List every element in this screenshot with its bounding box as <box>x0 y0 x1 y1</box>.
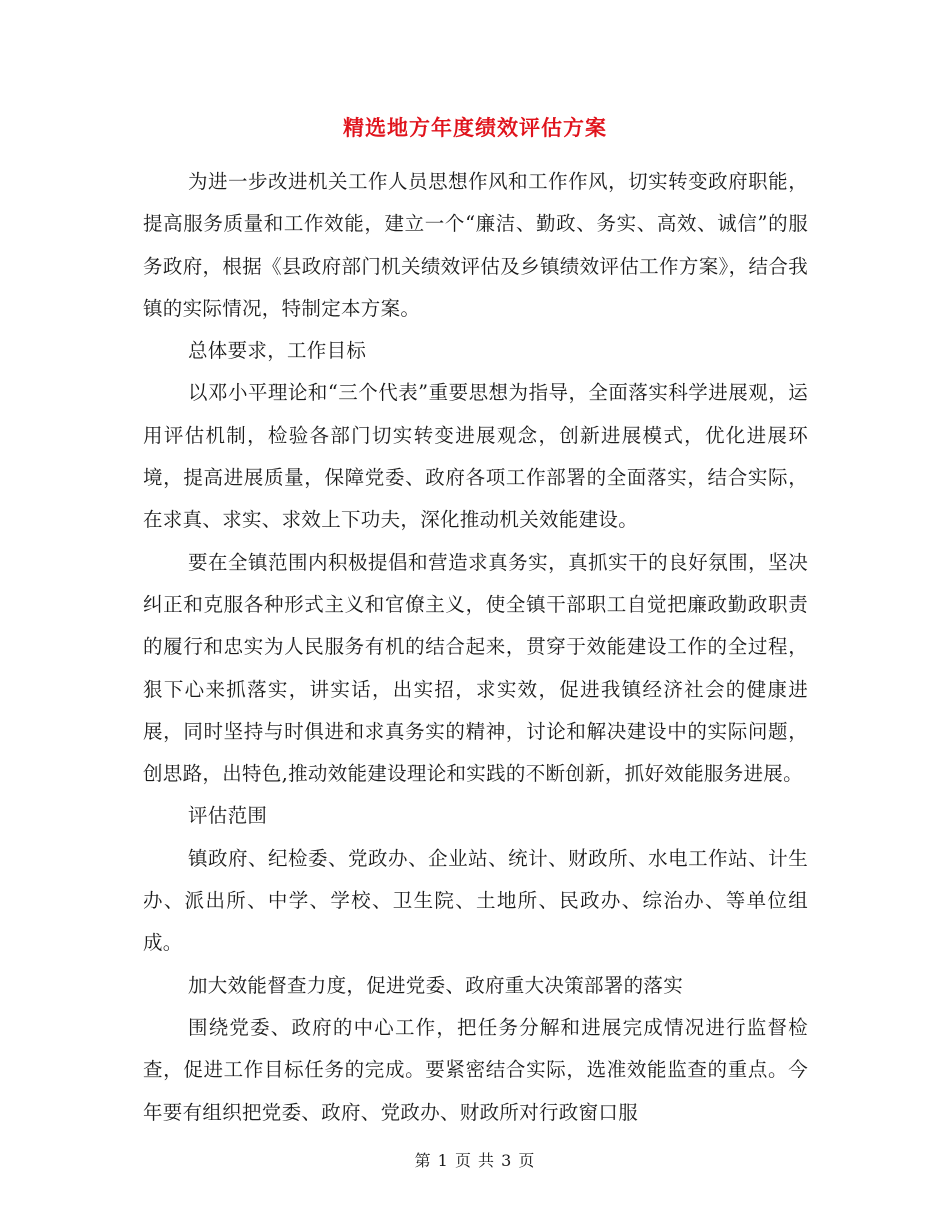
paragraph-atmosphere: 要在全镇范围内积极提倡和营造求真务实，真抓实干的良好氛围，坚决纠正和克服各种形式主义和官僚主义，使全镇干部职工自觉把廉政勤政职责的履行和忠实为人民服务有机的结合起来，贯穿于效能建设工作的全过程，狠下心来抓落实，讲实话，出实招，求实效，促进我镇经济社会的健康进展，同时坚持与时俱进和求真务实的精神，讨论和解决建设中的实际问题，创思路，出特色,推动效能建设理论和实践的不断创新，抓好效能服务进展。 <box>143 550 808 786</box>
heading-supervision: 加大效能督查力度，促进党委、政府重大决策部署的落实 <box>188 973 684 997</box>
document-title: 精选地方年度绩效评估方案 <box>343 115 607 140</box>
heading-overall-requirements: 总体要求，工作目标 <box>188 339 367 363</box>
paragraph-supervision: 围绕党委、政府的中心工作，把任务分解和进展完成情况进行监督检查，促进工作目标任务的完成。要紧密结合实际，选准效能监查的重点。今年要有组织把党委、政府、党政办、财政所对行政窗口服 <box>143 1015 808 1124</box>
paragraph-guiding-principle: 以邓小平理论和“三个代表”重要思想为指导，全面落实科学进展观，运用评估机制，检验各部门切实转变进展观念，创新进展模式，优化进展环境，提高进展质量，保障党委、政府各项工作部署的全面落实，结合实际，在求真、求实、求效上下功夫，深化推动机关效能建设。 <box>143 381 808 532</box>
paragraph-intro: 为进一步改进机关工作人员思想作风和工作作风，切实转变政府职能，提高服务质量和工作效能，建立一个“廉洁、勤政、务实、高效、诚信”的服务政府，根据《县政府部门机关绩效评估及乡镇绩效评估工作方案》，结合我镇的实际情况，特制定本方案。 <box>143 170 808 320</box>
document-body <box>143 161 808 1134</box>
page-number-footer: 第 1 页 共 3 页 <box>414 1151 536 1170</box>
heading-evaluation-scope: 评估范围 <box>188 804 268 828</box>
paragraph-scope-units: 镇政府、纪检委、党政办、企业站、统计、财政所、水电工作站、计生办、派出所、中学、学校、卫生院、土地所、民政办、综治办、等单位组成。 <box>143 846 808 955</box>
